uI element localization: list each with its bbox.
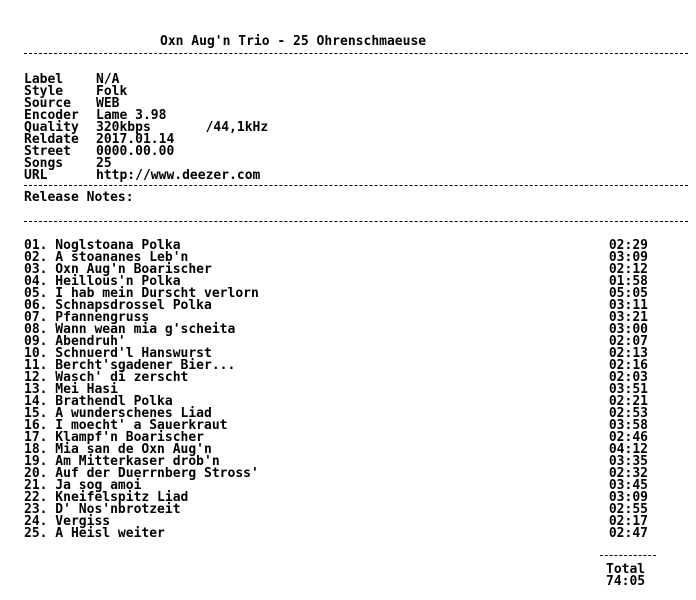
track-duration: 02:55 — [608, 502, 648, 517]
track-title: 12. Wasch' di zerscht — [24, 370, 189, 385]
track-duration: 03:45 — [608, 478, 648, 493]
track-duration: 03:09 — [608, 250, 648, 265]
track-title: 13. Mei Hasi — [24, 382, 118, 397]
track-duration: 02:53 — [608, 406, 648, 421]
track-duration: 03:21 — [608, 310, 648, 325]
track-duration: 02:32 — [608, 466, 648, 481]
track-title: 25. A Heisl weiter — [24, 526, 165, 541]
info-value-encoder: Lame 3.98 — [96, 108, 167, 123]
track-title: 07. Pfannengruss — [24, 310, 150, 325]
info-value-quality: 320kbps /44,1kHz — [96, 120, 269, 135]
track-title: 09. Abendruh' — [24, 334, 126, 349]
track-duration: 03:58 — [608, 418, 648, 433]
info-value-label: N/A — [96, 72, 120, 87]
track-title: 06. Schnapsdrossel Polka — [24, 298, 212, 313]
info-key-style: Style — [24, 84, 64, 99]
info-value-source: WEB — [96, 96, 120, 111]
track-duration: 02:03 — [608, 370, 648, 385]
track-duration: 03:09 — [608, 490, 648, 505]
info-key-label: Label — [24, 72, 64, 87]
track-title: 10. Schnuerd'l Hanswurst — [24, 346, 212, 361]
track-duration: 01:58 — [608, 274, 648, 289]
track-title: 21. Ja sog amoi — [24, 478, 142, 493]
track-title: 22. Kneifelspitz Liad — [24, 490, 189, 505]
track-title: 11. Bercht'sgadener Bier... — [24, 358, 236, 373]
track-title: 24. Vergiss — [24, 514, 111, 529]
track-duration: 02:07 — [608, 334, 648, 349]
info-key-quality: Quality — [24, 120, 79, 135]
total-label: Total — [606, 562, 646, 577]
track-title: 20. Auf der Duerrnberg Stross' — [24, 466, 259, 481]
track-duration: 02:16 — [608, 358, 648, 373]
track-duration: 02:29 — [608, 238, 648, 253]
track-duration: 03:35 — [608, 454, 648, 469]
info-value-songs: 25 — [96, 156, 112, 171]
track-title: 15. A wunderschenes Liad — [24, 406, 212, 421]
track-duration: 02:47 — [608, 526, 648, 541]
track-title: 18. Mia san de Oxn Aug'n — [24, 442, 212, 457]
info-value-style: Folk — [96, 84, 128, 99]
track-duration: 03:00 — [608, 322, 648, 337]
track-title: 01. Noglstoana Polka — [24, 238, 181, 253]
info-value-reldate: 2017.01.14 — [96, 132, 175, 147]
track-duration: 02:17 — [608, 514, 648, 529]
info-key-street: Street — [24, 144, 71, 159]
track-row — [24, 528, 648, 540]
info-key-url: URL — [24, 168, 48, 183]
track-title: 02. A stoananes Leb'n — [24, 250, 189, 265]
total-separator — [600, 555, 656, 556]
track-duration: 03:11 — [608, 298, 648, 313]
track-title: 23. D' Nos'nbrotzeit — [24, 502, 181, 517]
release-title: Oxn Aug'n Trio - 25 Ohrenschmaeuse — [160, 34, 427, 49]
info-key-encoder: Encoder — [24, 108, 79, 123]
separator-notes — [24, 221, 688, 222]
track-duration: 02:46 — [608, 430, 648, 445]
info-key-reldate: Reldate — [24, 132, 79, 147]
track-title: 08. Wann wean mia g'scheita — [24, 322, 236, 337]
track-title: 19. Am Mitterkaser drob'n — [24, 454, 220, 469]
separator-info — [24, 185, 688, 186]
total-duration: 74:05 — [606, 574, 646, 589]
info-value-url: http://www.deezer.com — [96, 168, 261, 183]
track-title: 17. Klampf'n Boarischer — [24, 430, 205, 445]
track-duration: 04:12 — [608, 442, 648, 457]
track-duration: 03:51 — [608, 382, 648, 397]
track-duration: 05:05 — [608, 286, 648, 301]
track-title: 16. I moecht' a Sauerkraut — [24, 418, 228, 433]
info-key-songs: Songs — [24, 156, 64, 171]
track-row — [24, 504, 648, 516]
track-title: 04. Heillous'n Polka — [24, 274, 181, 289]
track-duration: 02:12 — [608, 262, 648, 277]
info-value-street: 0000.00.00 — [96, 144, 175, 159]
track-duration: 02:21 — [608, 394, 648, 409]
track-title: 03. Oxn Aug'n Boarischer — [24, 262, 212, 277]
track-title: 14. Brathendl Polka — [24, 394, 173, 409]
separator-top — [24, 53, 688, 54]
release-notes-heading: Release Notes: — [24, 190, 134, 205]
track-title: 05. I hab mein Durscht verlorn — [24, 286, 259, 301]
info-key-source: Source — [24, 96, 71, 111]
track-duration: 02:13 — [608, 346, 648, 361]
